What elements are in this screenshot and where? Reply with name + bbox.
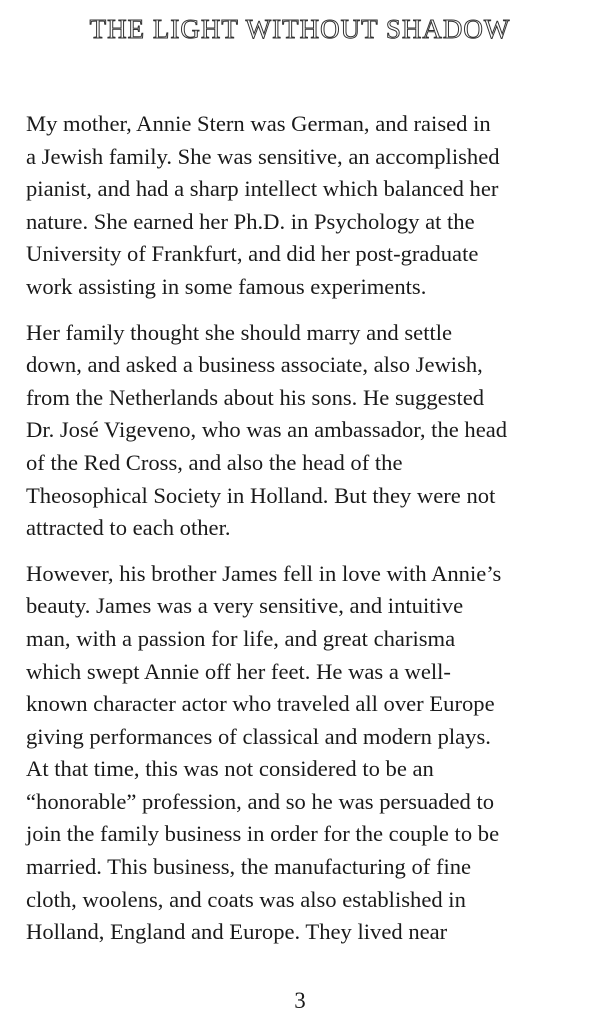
paragraph-2: Her family thought she should marry and settle down, and asked a business associate, also Jewish, from the Netherlands about his sons. He suggested Dr. José Vigeveno, who was an ambassador, the head of the Red Cross, and also the head of the Theosophical Society in Holland. But they were not attracted to each other.	[26, 319, 508, 541]
page-number: 3	[294, 988, 306, 1013]
paragraph-3: However, his brother James fell in love with Annie’s beauty. James was a very sensitive, and intuitive man, with a passion for life, and great charisma which swept Annie off her feet. He was a well- known character actor who traveled all over Europe giving performances of classical and modern plays. At that time, this was not considered to be an “honorable” profession, and so he was persuaded to join the family business in order for the couple to be married. This business, the manufacturing of fine cloth, woolens, and coats was also established in Holland, England and Europe. They lived near	[26, 560, 502, 945]
paragraph-1: My mother, Annie Stern was German, and raised in a Jewish family. She was sensitive, an accomplished pianist, and had a sharp intellect which balanced her nature. She earned her Ph.D. in Psychology at the University of Frankfurt, and did her post-graduate work assisting in some famous experiments.	[26, 111, 500, 299]
running-header: THE LIGHT WITHOUT SHADOW	[89, 14, 511, 44]
body-text	[26, 108, 582, 962]
